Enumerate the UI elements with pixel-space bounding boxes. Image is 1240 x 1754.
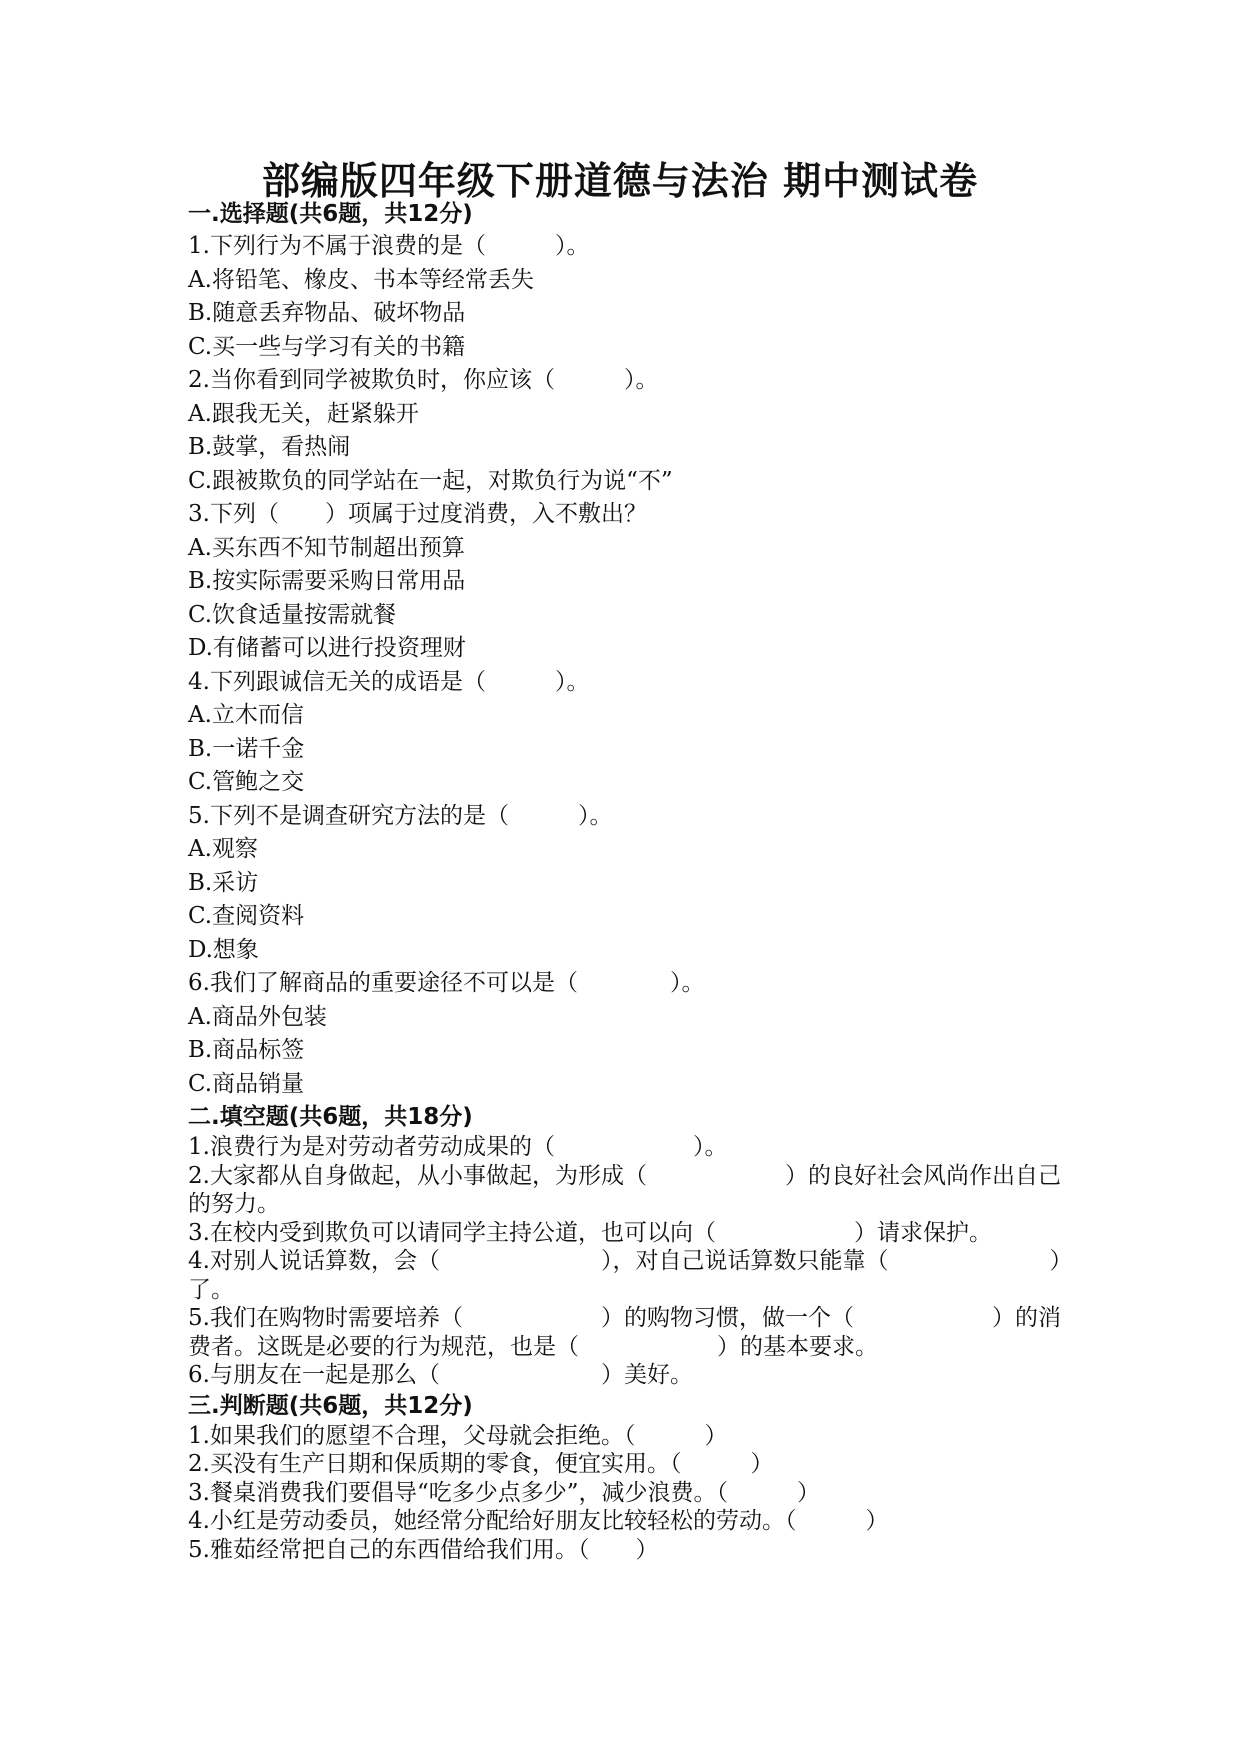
question: 5.下列不是调查研究方法的是（ ）。 [188, 802, 613, 829]
question: 2.买没有生产日期和保质期的零食，便宜实用。（ ） [188, 1451, 774, 1477]
option: B.随意丢弃物品、破坏物品 [188, 300, 466, 326]
option: B.采访 [188, 869, 259, 896]
question: 1.如果我们的愿望不合理，父母就会拒绝。（ ） [188, 1422, 728, 1449]
option: A.立木而信 [188, 702, 304, 728]
option: B.商品标签 [188, 1037, 305, 1063]
question: 4.对别人说话算数，会（ ），对自己说话算数只能靠（ ）了。 [188, 1248, 1061, 1303]
option: C.查阅资料 [188, 903, 305, 929]
section-judge [188, 1390, 1068, 1565]
question: 1.下列行为不属于浪费的是（ ）。 [188, 233, 590, 259]
option: B.按实际需要采购日常用品 [188, 568, 466, 594]
option: C.跟被欺负的同学站在一起，对欺负行为说“不” [188, 467, 673, 494]
section-heading: 二.填空题(共6题，共18分) [188, 1104, 473, 1130]
section-fill [188, 1101, 1068, 1390]
question: 2.大家都从自身做起，从小事做起，为形成（ ）的良好社会风尚作出自己的努力。 [188, 1162, 1061, 1217]
question: 4.小红是劳动委员，她经常分配给好朋友比较轻松的劳动。（ ） [188, 1508, 889, 1534]
question: 5.雅茹经常把自己的东西借给我们用。（ ） [188, 1536, 659, 1563]
question: 3.下列（ ）项属于过度消费，入不敷出？ [188, 501, 647, 527]
option: C.管鲍之交 [188, 769, 305, 795]
option: D.有储蓄可以进行投资理财 [188, 635, 466, 661]
section-heading: 一.选择题(共6题，共12分) [188, 201, 473, 227]
question: 3.在校内受到欺负可以请同学主持公道，也可以向（ ）请求保护。 [188, 1219, 992, 1246]
question: 5.我们在购物时需要培养（ ）的购物习惯，做一个（ ）的消费者。这既是必要的行为规范，也是（ ）的基本要求。 [188, 1305, 1061, 1360]
question: 6.与朋友在一起是那么（ ）美好。 [188, 1362, 693, 1388]
question: 4.下列跟诚信无关的成语是（ ）。 [188, 668, 590, 695]
option: B.鼓掌，看热闹 [188, 434, 351, 460]
option: A.观察 [188, 836, 258, 862]
question: 3.餐桌消费我们要倡导“吃多少点多少”，减少浪费。（ ） [188, 1479, 820, 1506]
section-choice [188, 198, 1068, 1101]
question: 6.我们了解商品的重要途径不可以是（ ）。 [188, 970, 705, 996]
option: A.买东西不知节制超出预算 [188, 534, 465, 561]
question: 1.浪费行为是对劳动者劳动成果的（ ）。 [188, 1134, 728, 1160]
option: D.想象 [188, 936, 259, 963]
page-title: 部编版四年级下册道德与法治 期中测试卷 [261, 158, 979, 203]
option: C.商品销量 [188, 1070, 305, 1097]
option: A.跟我无关，赶紧躲开 [188, 400, 419, 427]
option: C.饮食适量按需就餐 [188, 601, 397, 628]
option: C.买一些与学习有关的书籍 [188, 333, 466, 360]
section-heading: 三.判断题(共6题，共12分) [188, 1392, 473, 1419]
option: A.将铅笔、橡皮、书本等经常丢失 [188, 266, 534, 293]
question: 2.当你看到同学被欺负时，你应该（ ）。 [188, 367, 659, 393]
exam-content [188, 198, 1068, 1564]
option: B.一诺千金 [188, 735, 305, 762]
option: A.商品外包装 [188, 1003, 327, 1030]
